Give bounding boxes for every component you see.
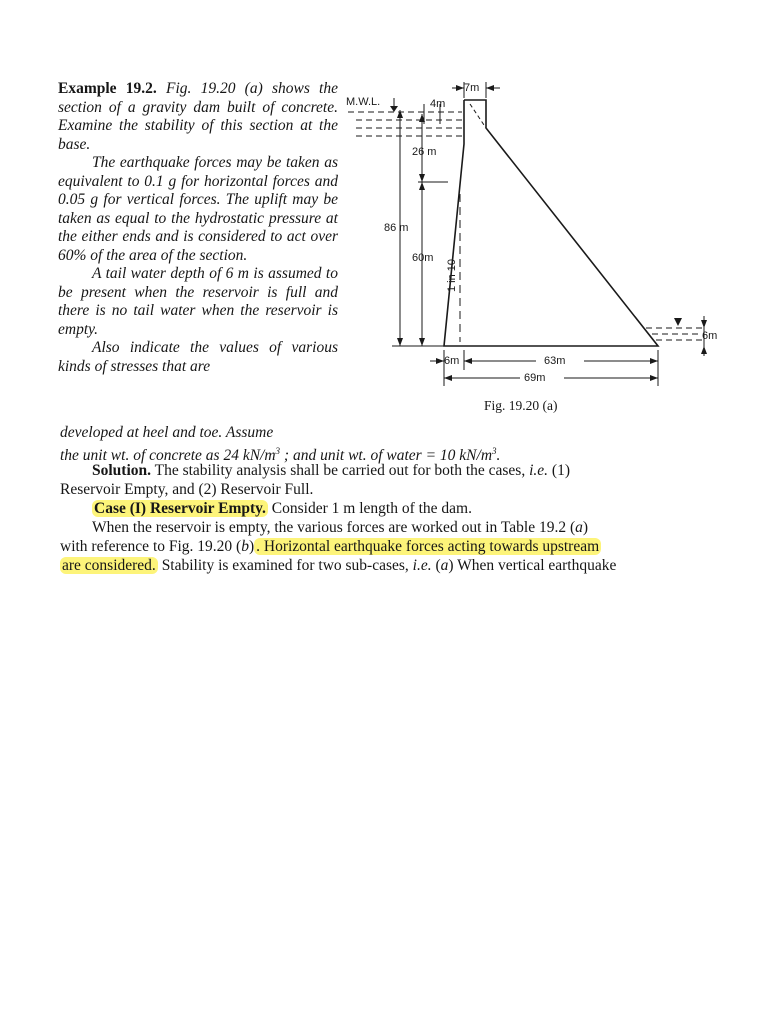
example-label: Example 19.2. <box>58 80 157 97</box>
mwl-label: M.W.L. <box>346 96 381 108</box>
tail-depth-label: 6m <box>702 330 718 342</box>
top-width-label: 7m <box>464 82 480 94</box>
statement-paragraph-3: A tail water depth of 6 m is assumed to be present when the reservoir is full and there is no tail water when the reservoir is empty. <box>58 265 338 338</box>
line-6 <box>92 518 588 537</box>
line-3-end: (1) <box>548 462 570 479</box>
line-2-sup: 3 <box>275 446 281 456</box>
highlight-1: . Horizontal earthquake forces acting towards upstream <box>256 538 600 555</box>
base-69-label: 69m <box>524 372 546 384</box>
line-7-end: ) <box>248 538 255 555</box>
line-6-italic: a <box>575 519 583 536</box>
line-4: Reservoir Empty, and (2) Reservoir Full. <box>60 481 314 498</box>
freeboard-label: 4m <box>430 98 446 110</box>
line-8-italic: a <box>440 557 449 574</box>
line-7-text: with reference to Fig. 19.20 ( <box>60 538 242 555</box>
depth-26-label: 26 m <box>412 146 437 158</box>
line-3 <box>92 461 570 480</box>
problem-statement <box>58 80 338 376</box>
base-6-label: 6m <box>444 355 460 367</box>
line-5-text: Consider 1 m length of the dam. <box>267 500 472 517</box>
line-8-text: Stability is examined for two sub-cases, <box>157 557 413 574</box>
dam-diagram <box>340 74 730 404</box>
line-7 <box>60 537 601 556</box>
base-63-label: 63m <box>544 355 566 367</box>
line-3-text: The stability analysis shall be carried out for both the cases, <box>151 462 530 479</box>
line-7-italic: b <box>241 538 249 555</box>
highlight-2: are considered. <box>62 557 156 574</box>
batter-label: 1 in 10 <box>446 258 458 292</box>
line-5 <box>92 499 472 518</box>
line-3-ie: i.e. <box>529 462 549 479</box>
line-8 <box>60 556 616 575</box>
statement-text-1: Fig. 19.20 (a) shows the section of a gravity dam built of concrete. Examine the stability of this section at the base. <box>58 80 338 153</box>
height-60-label: 60m <box>412 252 434 264</box>
line-8-end: ) When vertical earthquake <box>448 557 617 574</box>
figure-caption: Fig. 19.20 (a) <box>484 398 558 413</box>
solution-label: Solution. <box>92 462 152 479</box>
height-86-label: 86 m <box>384 222 409 234</box>
statement-paragraph-1 <box>58 80 338 154</box>
line-2-sup2: 3 <box>492 446 497 456</box>
statement-paragraph-4: Also indicate the values of various kinds of stresses that are <box>58 339 338 375</box>
line-8-ie: i.e. <box>412 557 432 574</box>
line-6-text: When the reservoir is empty, the various forces are worked out in Table 19.2 ( <box>92 519 576 536</box>
line-2-b: ; and unit wt. of water = 10 kN/m <box>280 447 493 465</box>
line-8-paren: ( <box>431 557 441 574</box>
line-6-end: ) <box>582 519 589 536</box>
statement-paragraph-2: The earthquake forces may be taken as equivalent to 0.1 g for horizontal forces and 0.05 g for vertical forces. The uplift may be taken as equal to the hydrostatic pressure at the either ends and is considered to act over 60% of the area of the section. <box>58 154 338 264</box>
line-2-a: the unit wt. of concrete as 24 kN/m <box>60 447 276 465</box>
line-2-c: . <box>496 447 501 465</box>
line-1: developed at heel and toe. Assume <box>60 424 274 441</box>
case-heading: Case (I) Reservoir Empty. <box>94 500 266 517</box>
dam-section-figure <box>340 74 730 414</box>
